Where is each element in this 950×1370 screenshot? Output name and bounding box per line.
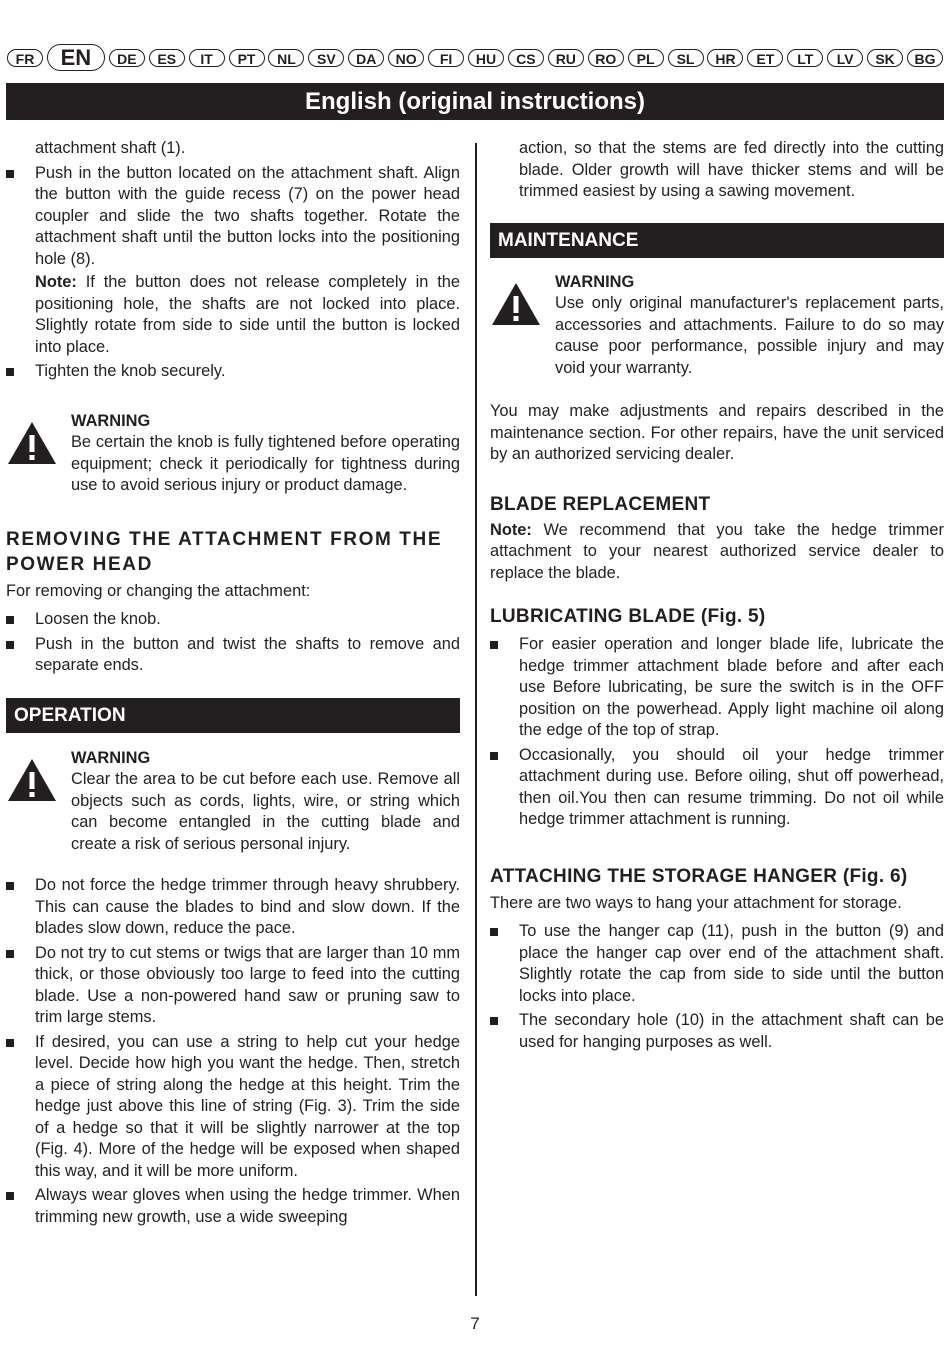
list-item: Do not force the hedge trimmer through heavy shrubbery. This can cause the blades to bind and slow down. If the blades slow down, reduce the pace. xyxy=(6,875,460,940)
paragraph: For removing or changing the attachment: xyxy=(6,581,311,600)
list-item: Occasionally, you should oil your hedge trimmer attachment during use. Before oiling, shut off powerhead, then oil.You then can resume trimming. Do not oil while hedge trimmer attachment is running. xyxy=(490,745,944,831)
list-item: Do not try to cut stems or twigs that are larger than 10 mm thick, or those obviously too large to feed into the cutting blade. Use a non-powered hand saw or pruning saw to trim large stems. xyxy=(6,943,460,1029)
warning-text: Clear the area to be cut before each use. Remove all objects such as cords, lights, wire, or string which can become entangled in the cutting blade and create a risk of serious personal injury. xyxy=(71,770,460,853)
lang-tab-lv[interactable]: LV xyxy=(827,49,863,67)
list-item: To use the hanger cap (11), push in the button (9) and place the hanger cap over end of the attachment shaft. Slightly rotate the cap from side to side until the button locks into place. xyxy=(490,921,944,1007)
warning-box xyxy=(6,748,460,856)
column-divider xyxy=(475,143,477,1296)
bullet-icon xyxy=(6,616,14,624)
bullet-icon xyxy=(6,1039,14,1047)
section-heading: ATTACHING THE STORAGE HANGER (Fig. 6) xyxy=(490,865,908,887)
warning-title: WARNING xyxy=(555,272,635,291)
lang-tab-et[interactable]: ET xyxy=(747,49,783,67)
bullet-icon xyxy=(6,882,14,890)
note: Note: We recommend that you take the hedge trimmer attachment to your nearest authorized service dealer to replace the blade. xyxy=(490,520,944,582)
lang-tab-lt[interactable]: LT xyxy=(787,49,823,67)
bullet-icon xyxy=(6,950,14,958)
warning-text: Use only original manufacturer's replacement parts, accessories and attachments. Failure to do so may cause poor performance, possible injury and may void your warranty. xyxy=(555,294,944,377)
language-tabs xyxy=(7,46,943,72)
lang-tab-en[interactable]: EN xyxy=(47,44,105,71)
section-bar-maintenance: MAINTENANCE xyxy=(490,223,944,258)
list-item: For easier operation and longer blade life, lubricate the hedge trimmer attachment blade before and after each use Before lubricating, be sure the switch is in the OFF position on the powerhead. Apply light machine oil along the edge of the top of strap. xyxy=(490,634,944,742)
lang-tab-hu[interactable]: HU xyxy=(468,49,504,67)
section-heading: REMOVING THE ATTACHMENT FROM THE POWER HEAD xyxy=(6,528,443,575)
lang-tab-ru[interactable]: RU xyxy=(548,49,584,67)
lang-tab-sv[interactable]: SV xyxy=(308,49,344,67)
lang-tab-hr[interactable]: HR xyxy=(707,49,743,67)
list-item: Loosen the knob. xyxy=(6,609,460,631)
lang-tab-nl[interactable]: NL xyxy=(268,49,304,67)
section-heading: LUBRICATING BLADE (Fig. 5) xyxy=(490,606,766,627)
lang-tab-cs[interactable]: CS xyxy=(508,49,544,67)
warning-icon xyxy=(7,421,57,465)
continued-text: action, so that the stems are fed directly into the cutting blade. Older growth will have thicker stems and will be trimmed easiest by using a sawing movement. xyxy=(519,139,944,200)
lang-tab-pt[interactable]: PT xyxy=(229,49,265,67)
section-heading: BLADE REPLACEMENT xyxy=(490,493,711,515)
bullet-icon xyxy=(6,641,14,649)
lang-tab-sk[interactable]: SK xyxy=(867,49,903,67)
lang-tab-pl[interactable]: PL xyxy=(628,49,664,67)
paragraph: You may make adjustments and repairs described in the maintenance section. For other repairs, have the unit serviced by an authorized servicing dealer. xyxy=(490,402,944,463)
lang-tab-ro[interactable]: RO xyxy=(588,49,624,67)
lang-tab-no[interactable]: NO xyxy=(388,49,424,67)
bullet-icon xyxy=(490,928,498,936)
lang-tab-sl[interactable]: SL xyxy=(668,49,704,67)
lang-tab-it[interactable]: IT xyxy=(189,49,225,67)
page-title: English (original instructions) xyxy=(6,83,944,120)
continued-text: attachment shaft (1). xyxy=(35,139,186,157)
bullet-icon xyxy=(490,752,498,760)
warning-icon xyxy=(7,758,57,802)
bullet-icon xyxy=(6,170,14,178)
list-item: Push in the button and twist the shafts to remove and separate ends. xyxy=(6,634,460,677)
section-bar-operation: OPERATION xyxy=(6,698,460,733)
list-item: If desired, you can use a string to help cut your hedge level. Decide how high you want the hedge. Then, stretch a piece of string along the hedge at this height. Trim the hedge just above this line of string (Fig. 3). Trim the side of a hedge so that it will be slightly narrower at the top (Fig. 4). More of the hedge will be exposed when shaped this way, and it will be more uniform. xyxy=(6,1032,460,1183)
warning-title: WARNING xyxy=(71,411,151,430)
lang-tab-es[interactable]: ES xyxy=(149,49,185,67)
lang-tab-bg[interactable]: BG xyxy=(907,49,943,67)
lang-tab-da[interactable]: DA xyxy=(348,49,384,67)
warning-title: WARNING xyxy=(71,748,151,767)
list-item: The secondary hole (10) in the attachment shaft can be used for hanging purposes as well. xyxy=(490,1010,944,1053)
right-column xyxy=(490,138,944,1053)
left-column xyxy=(6,138,460,1228)
warning-box xyxy=(490,272,944,380)
lang-tab-fi[interactable]: FI xyxy=(428,49,464,67)
lang-tab-de[interactable]: DE xyxy=(109,49,145,67)
bullet-icon xyxy=(6,1192,14,1200)
warning-icon xyxy=(491,282,541,326)
paragraph: There are two ways to hang your attachment for storage. xyxy=(490,893,902,912)
note: Note: If the button does not release completely in the positioning hole, the shafts are not locked into place. Slightly rotate from side to side until the button is locked into place. xyxy=(35,273,460,356)
warning-text: Be certain the knob is fully tightened before operating equipment; check it periodically for tightness during use to avoid serious injury or product damage. xyxy=(71,433,460,494)
page-number: 7 xyxy=(470,1314,480,1333)
bullet-icon xyxy=(6,368,14,376)
list-item: Tighten the knob securely. xyxy=(6,361,460,383)
list-item: Always wear gloves when using the hedge trimmer. When trimming new growth, use a wide sweeping xyxy=(6,1185,460,1228)
lang-tab-fr[interactable]: FR xyxy=(7,49,43,67)
bullet-icon xyxy=(490,641,498,649)
warning-box xyxy=(6,411,460,497)
list-item: Push in the button located on the attachment shaft. Align the button with the guide recess (7) on the power head coupler and slide the two shafts together. Rotate the attachment shaft until the button locks into the positioning hole (8). xyxy=(6,163,460,271)
bullet-icon xyxy=(490,1017,498,1025)
